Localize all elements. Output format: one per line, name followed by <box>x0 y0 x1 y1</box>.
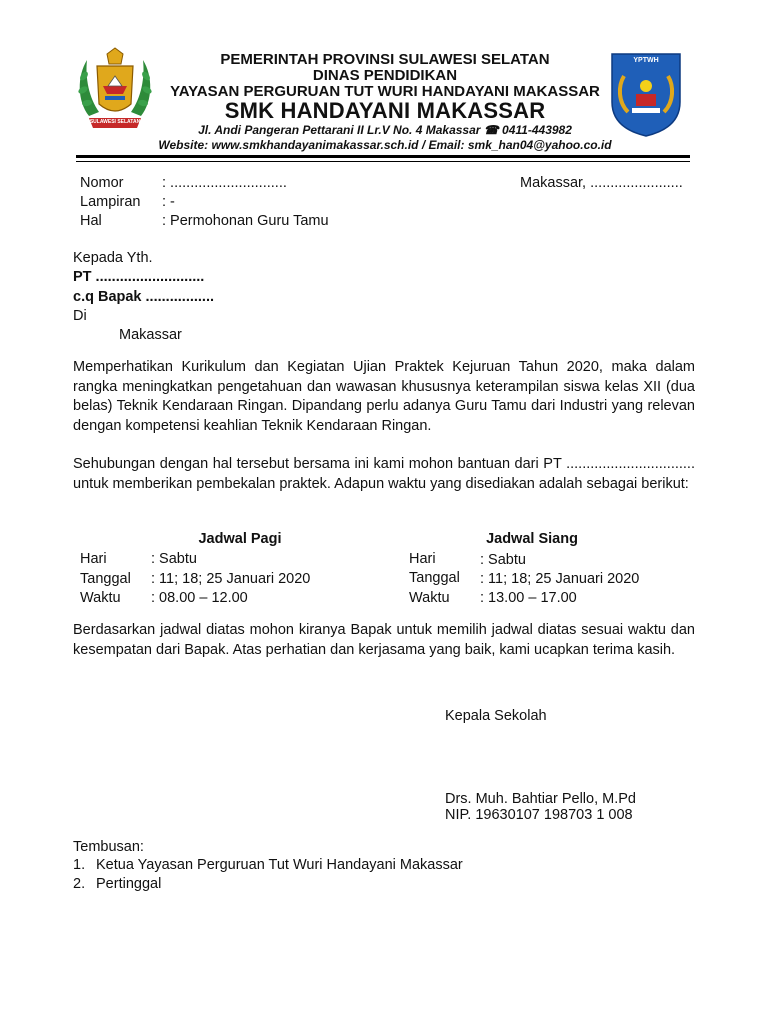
body-paragraph-1: Memperhatikan Kurikulum dan Kegiatan Ujian Praktek Kejuruan Tahun 2020, maka dalam rangka meningkatkan pengetahuan dan wawasan khususnya keterampilan siswa kelas XII (dua belas) Teknik Kendaraan Ringan. Dipandang perlu adanya Guru Tamu dari Industri yang relevan dengan kompetensi keahlian Teknik Kendaraan Ringan. <box>73 359 695 434</box>
header-line-1: PEMERINTAH PROVINSI SULAWESI SELATAN <box>220 51 550 68</box>
schedule-siang-title: Jadwal Siang <box>486 531 578 547</box>
body-paragraph-2: Sehubungan dengan hal tersebut bersama ini kami mohon bantuan dari PT ................................ untuk memberikan pembekalan praktek. Adapun waktu yang disediakan adalah sebagai berikut: <box>73 456 695 492</box>
pagi-waktu-label: Waktu <box>80 590 121 606</box>
recipient-di: Di <box>73 308 87 324</box>
provincial-emblem-icon <box>75 46 155 134</box>
signature-title: Kepala Sekolah <box>445 708 547 724</box>
recipient-company: PT ........................... <box>73 269 205 285</box>
cc-title: Tembusan: <box>73 839 144 855</box>
emblem-ribbon-text: SULAWESI SELATAN <box>89 119 141 125</box>
school-address: Jl. Andi Pangeran Pettarani II Lr.V No. 4 Makassar ☎ 0411-443982 <box>198 123 572 137</box>
pagi-hari-value: : Sabtu <box>151 551 197 567</box>
recipient-person: c.q Bapak ................. <box>73 289 215 305</box>
cc-item-2: Pertinggal <box>96 876 162 892</box>
place-date: Makassar, ....................... <box>520 175 683 191</box>
pagi-tanggal-value: : 11; 18; 25 Januari 2020 <box>151 571 311 587</box>
header-line-3: YAYASAN PERGURUAN TUT WURI HANDAYANI MAKASSAR <box>170 83 600 100</box>
lampiran-value: : - <box>162 194 175 210</box>
header-rule-thin <box>76 161 690 162</box>
foundation-logo-text: YPTWH <box>633 57 659 64</box>
siang-hari-value: : Sabtu <box>480 552 526 568</box>
siang-waktu-label: Waktu <box>409 590 450 606</box>
cc-item-1: Ketua Yayasan Perguruan Tut Wuri Handayani Makassar <box>96 857 463 873</box>
header-line-2: DINAS PENDIDIKAN <box>312 67 458 84</box>
pagi-hari-label: Hari <box>80 551 107 567</box>
pagi-tanggal-label: Tanggal <box>80 571 131 587</box>
pagi-waktu-value: : 08.00 – 12.00 <box>151 590 248 606</box>
nomor-label: Nomor <box>80 175 124 191</box>
siang-tanggal-label: Tanggal <box>409 570 460 586</box>
siang-tanggal-value: : 11; 18; 25 Januari 2020 <box>480 571 640 587</box>
cc-item-1-number: 1. <box>73 857 86 873</box>
lampiran-label: Lampiran <box>80 194 141 210</box>
school-name: SMK HANDAYANI MAKASSAR <box>224 98 546 123</box>
body-paragraph-3: Berdasarkan jadwal diatas mohon kiranya Bapak untuk memilih jadwal diatas sesuai waktu dan kesempatan dari Bapak. Atas perhatian dan kerjasama yang baik, kami ucapkan terima kasih. <box>73 622 695 658</box>
siang-hari-label: Hari <box>409 551 436 567</box>
hal-value: : Permohonan Guru Tamu <box>162 213 329 229</box>
siang-waktu-value: : 13.00 – 17.00 <box>480 590 577 606</box>
recipient-greeting: Kepada Yth. <box>73 250 153 266</box>
signature-name: Drs. Muh. Bahtiar Pello, M.Pd <box>445 791 636 807</box>
cc-item-2-number: 2. <box>73 876 86 892</box>
recipient-city: Makassar <box>119 327 182 343</box>
signature-nip: NIP. 19630107 198703 1 008 <box>445 807 633 823</box>
header-rule-thick <box>76 155 690 158</box>
schedule-pagi-title: Jadwal Pagi <box>198 531 282 547</box>
school-contact: Website: www.smkhandayanimakassar.sch.id / Email: smk_han04@yahoo.co.id <box>158 138 612 152</box>
nomor-value: : ............................. <box>162 175 287 191</box>
hal-label: Hal <box>80 213 102 229</box>
